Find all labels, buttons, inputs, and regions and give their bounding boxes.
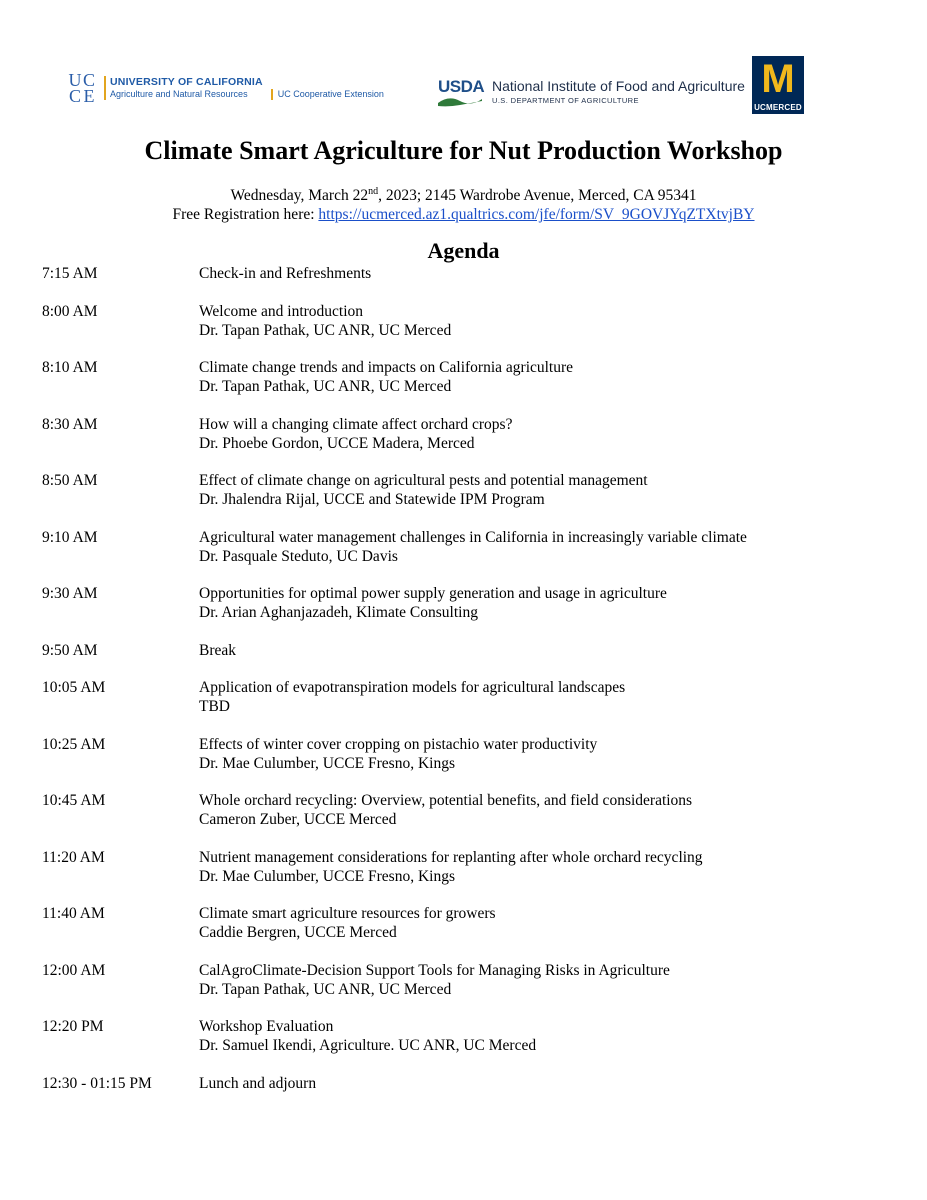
- agenda-time: 12:30 - 01:15 PM: [42, 1074, 152, 1092]
- agenda-row: [42, 848, 902, 886]
- agenda-time: 10:25 AM: [42, 735, 106, 753]
- agenda-title: Application of evapotranspiration models for agricultural landscapes: [199, 679, 626, 696]
- agenda-desc: [199, 678, 902, 716]
- agenda-title: Nutrient management considerations for replanting after whole orchard recycling: [199, 848, 703, 866]
- agenda-list: [42, 264, 902, 1111]
- agenda-title: CalAgroClimate-Decision Support Tools for Managing Risks in Agriculture: [199, 961, 670, 979]
- agenda-desc: [199, 358, 902, 396]
- agenda-title: Effects of winter cover cropping on pistachio water productivity: [199, 735, 598, 753]
- agenda-desc: [199, 264, 902, 283]
- agenda-time: 11:20 AM: [42, 848, 105, 866]
- agenda-row: [42, 791, 902, 829]
- agenda-row: [42, 641, 902, 660]
- nifa-name: National Institute of Food and Agriculture: [492, 78, 745, 94]
- agenda-row: [42, 358, 902, 396]
- agenda-desc: [199, 848, 902, 886]
- agenda-title: Break: [199, 641, 237, 659]
- agenda-time: 8:00 AM: [42, 302, 98, 320]
- agenda-speaker: TBD: [199, 698, 230, 715]
- registration-label: Free Registration here:: [172, 206, 319, 223]
- agenda-desc: [199, 791, 902, 829]
- agenda-title: Workshop Evaluation: [199, 1018, 334, 1035]
- agenda-desc: [199, 415, 902, 453]
- agenda-desc: [199, 641, 902, 660]
- agenda-speaker: Dr. Samuel Ikendi, Agriculture. UC ANR, UC Merced: [199, 1037, 537, 1054]
- agenda-desc: [199, 1017, 902, 1055]
- registration-link[interactable]: https://ucmerced.az1.qualtrics.com/jfe/form/SV_9GOVJYqZTXtvjBY: [318, 206, 755, 223]
- agenda-row: [42, 584, 902, 622]
- agenda-row: [42, 264, 902, 283]
- agenda-time: 8:50 AM: [42, 472, 98, 489]
- agenda-row: [42, 471, 902, 509]
- agenda-time: 12:20 PM: [42, 1018, 104, 1035]
- agenda-title: Whole orchard recycling: Overview, potential benefits, and field considerations: [199, 792, 693, 809]
- agenda-speaker: Dr. Pasquale Steduto, UC Davis: [199, 547, 398, 565]
- agenda-desc: [199, 302, 902, 340]
- agenda-time: 10:45 AM: [42, 792, 106, 809]
- agenda-speaker: Dr. Mae Culumber, UCCE Fresno, Kings: [199, 867, 455, 885]
- agenda-title: How will a changing climate affect orchard crops?: [199, 415, 513, 433]
- agenda-row: [42, 302, 902, 340]
- agenda-speaker: Dr. Tapan Pathak, UC ANR, UC Merced: [199, 378, 452, 395]
- agenda-desc: [199, 471, 902, 509]
- agenda-title: Climate smart agriculture resources for growers: [199, 905, 496, 922]
- agenda-time: 12:00 AM: [42, 961, 106, 979]
- agenda-speaker: Cameron Zuber, UCCE Merced: [199, 811, 397, 828]
- agenda-title: Lunch and adjourn: [199, 1074, 317, 1092]
- agenda-row: [42, 961, 902, 999]
- agenda-row: [42, 678, 902, 716]
- agenda-row: [42, 1017, 902, 1055]
- uc-coop-text: UC Cooperative Extension: [271, 89, 384, 100]
- agenda-row: [42, 735, 902, 773]
- agenda-time: 9:50 AM: [42, 641, 98, 659]
- agenda-row: [42, 904, 902, 942]
- agenda-speaker: Dr. Tapan Pathak, UC ANR, UC Merced: [199, 980, 452, 998]
- uc-merced-logo: [752, 56, 804, 114]
- usda-hills-icon: [438, 95, 482, 107]
- agenda-time: 8:10 AM: [42, 359, 98, 376]
- usda-dept: U.S. DEPARTMENT OF AGRICULTURE: [492, 96, 639, 105]
- uc-merced-label: UCMERCED: [754, 103, 802, 112]
- agenda-time: 8:30 AM: [42, 415, 98, 433]
- uc-name: UNIVERSITY OF CALIFORNIA: [110, 76, 263, 88]
- uc-merced-mark: M: [761, 57, 795, 101]
- agenda-desc: [199, 528, 902, 566]
- agenda-desc: [199, 904, 902, 942]
- ucce-logo: [68, 70, 384, 106]
- agenda-time: 7:15 AM: [42, 265, 98, 282]
- uc-anr-text: [104, 76, 263, 100]
- agenda-speaker: Caddie Bergren, UCCE Merced: [199, 924, 397, 941]
- agenda-row: [42, 1074, 902, 1093]
- agenda-speaker: Dr. Tapan Pathak, UC ANR, UC Merced: [199, 321, 452, 339]
- registration-line: [0, 205, 927, 224]
- nifa-text: [492, 78, 745, 107]
- agenda-title: Climate change trends and impacts on California agriculture: [199, 359, 574, 376]
- anr-name: Agriculture and Natural Resources: [110, 89, 248, 99]
- ucce-mark: U C C E: [68, 70, 95, 106]
- agenda-row: [42, 528, 902, 566]
- agenda-title: Welcome and introduction: [199, 302, 364, 320]
- agenda-speaker: Dr. Phoebe Gordon, UCCE Madera, Merced: [199, 434, 475, 452]
- agenda-time: 9:10 AM: [42, 528, 98, 546]
- agenda-heading: Agenda: [427, 238, 500, 263]
- agenda-desc: [199, 735, 902, 773]
- agenda-title: Check-in and Refreshments: [199, 265, 372, 282]
- agenda-title: Effect of climate change on agricultural pests and potential management: [199, 472, 648, 489]
- agenda-desc: [199, 1074, 902, 1093]
- page-title: Climate Smart Agriculture for Nut Production Workshop: [144, 136, 783, 165]
- agenda-time: 11:40 AM: [42, 905, 105, 922]
- date-location: Wednesday, March 22nd, 2023; 2145 Wardrobe Avenue, Merced, CA 95341: [230, 185, 697, 204]
- usda-mark: USDA: [438, 78, 482, 108]
- agenda-speaker: Dr. Arian Aghanjazadeh, Klimate Consulting: [199, 604, 478, 621]
- agenda-time: 9:30 AM: [42, 585, 98, 602]
- event-info: [0, 186, 927, 224]
- agenda-desc: [199, 584, 902, 622]
- agenda-speaker: Dr. Mae Culumber, UCCE Fresno, Kings: [199, 754, 455, 772]
- agenda-title: Agricultural water management challenges in California in increasingly variable climate: [199, 528, 747, 546]
- agenda-speaker: Dr. Jhalendra Rijal, UCCE and Statewide IPM Program: [199, 491, 545, 508]
- agenda-desc: [199, 961, 902, 999]
- agenda-title: Opportunities for optimal power supply generation and usage in agriculture: [199, 585, 667, 602]
- usda-nifa-logo: [438, 78, 745, 108]
- agenda-time: 10:05 AM: [42, 679, 106, 696]
- agenda-row: [42, 415, 902, 453]
